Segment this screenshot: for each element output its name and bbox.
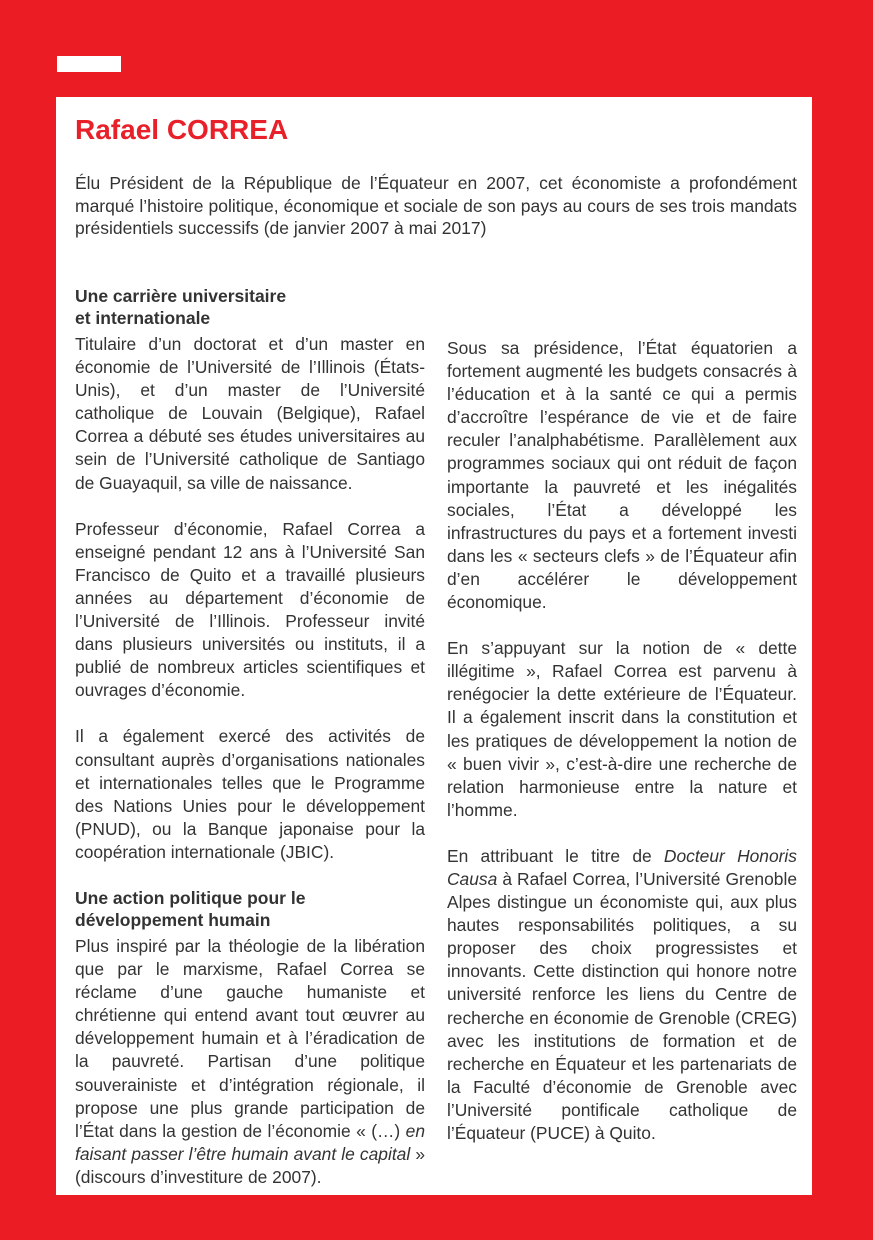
- right-column: [447, 337, 797, 1145]
- text-run: à Rafael Correa, l’Université Grenoble Alpes distingue un économiste qui, aux plus hautes responsabilités politiques, a su proposer des choix progressistes et innovants. Cette distinction qui honore notre université renforce les liens du Centre de recherche en économie de Grenoble (CREG) avec les institutions de formation et de recherche en Équateur et les partenariats de la Faculté d’économie de Grenoble avec l’Université pontificale catholique de l’Équateur (PUCE) à Quito.: [447, 868, 797, 1143]
- paragraph-teaching: Professeur d’économie, Rafael Correa a enseigné pendant 12 ans à l’Université San Francisco de Quito et a travaillé plusieurs années au département d’économie de l’Université de l’Illinois. Professeur invité dans plusieurs universités ou instituts, il a publié de nombreux articles scientifiques et ouvrages d’économie.: [75, 518, 425, 701]
- paragraph-education: Titulaire d’un doctorat et d’un master en économie de l’Université de l’Illinois (États-Unis), et d’un master de l’Université catholique de Louvain (Belgique), Rafael Correa a débuté ses études universitaires au sein de l’Université catholique de Santiago de Guayaquil, sa ville de naissance.: [75, 334, 425, 493]
- decorative-tab-bar: [57, 56, 121, 72]
- section-heading-politics: [75, 887, 425, 931]
- text-run: Plus inspiré par la théologie de la libération que par le marxisme, Rafael Correa se réclame d’une gauche humaniste et chrétienne qui entend avant tout œuvrer au développement humain et à l’éradication de la pauvreté. Partisan d’une politique souverainiste et d’intégration régionale, il propose une plus grande participation de l’État dans la gestion de l’économie « (…): [75, 935, 425, 1141]
- page-title: Rafael CORREA: [75, 114, 289, 145]
- paragraph-debt: En s’appuyant sur la notion de « dette illégitime », Rafael Correa est parvenu à renégocier la dette extérieure de l’Équateur. Il a également inscrit dans la constitution et les pratiques de développement la notion de « buen vivir », c’est-à-dire une recherche de relation harmonieuse entre la nature et l’homme.: [447, 638, 797, 820]
- paragraph-consulting: Il a également exercé des activités de consultant auprès d’organisations nationales et internationales telles que le Programme des Nations Unies pour le développement (PNUD), ou la Banque japonaise pour la coopération internationale (JBIC).: [75, 726, 425, 862]
- title-italic: Docteur Honoris Causa: [447, 845, 797, 889]
- paragraph-political-vision: [75, 935, 425, 1189]
- heading-line: Une carrière universitaire: [75, 286, 287, 306]
- section-heading-career: [75, 285, 425, 329]
- heading-line: développement humain: [75, 909, 271, 930]
- paragraph-presidency: Sous sa présidence, l’État équatorien a fortement augmenté les budgets consacrés à l’éducation et à la santé ce qui a permis d’accroître l’espérance de vie et de faire reculer l’analphabétisme. Parallèlement aux programmes sociaux qui ont réduit de façon importante la pauvreté et les inégalités sociales, l’État a développé les infrastructures du pays et a fortement investi dans les « secteurs clefs » de l’Équateur afin d’en accélérer le développement économique.: [447, 338, 797, 613]
- paragraph-honoris-causa: [447, 845, 797, 1145]
- text-run: En attribuant le titre de: [447, 845, 664, 866]
- heading-line: et internationale: [75, 308, 211, 328]
- intro-paragraph: Élu Président de la République de l’Équateur en 2007, cet économiste a profondément marqué l’histoire politique, économique et sociale de son pays au cours de ses trois mandats présidentiels successifs (de janvier 2007 à mai 2017): [75, 173, 797, 239]
- quote-italic: en faisant passer l’être humain avant le capital: [75, 1120, 425, 1164]
- text-run: » (discours d’investiture de 2007).: [75, 1143, 425, 1187]
- left-column: [75, 285, 425, 1189]
- content-panel: [56, 97, 812, 1195]
- heading-line: Une action politique pour le: [75, 887, 306, 908]
